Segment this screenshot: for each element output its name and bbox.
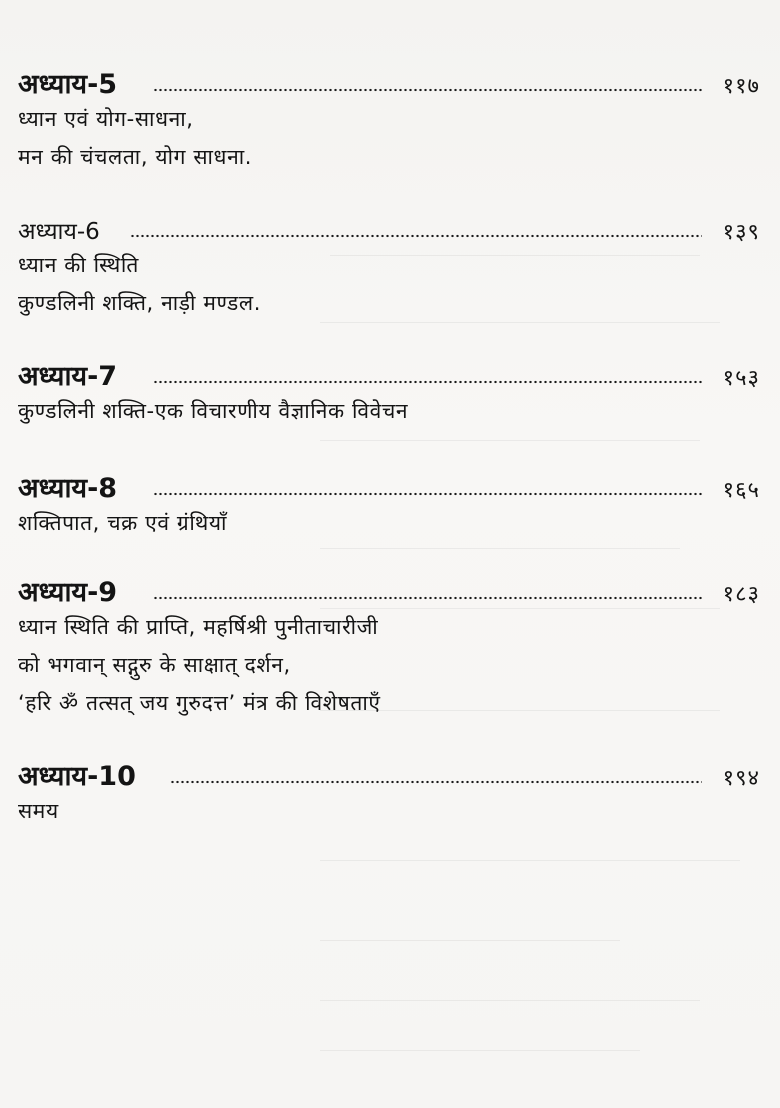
- page-number: १६५: [722, 478, 760, 503]
- topic-line: मन की चंचलता, योग साधना.: [18, 145, 253, 169]
- bleed-through-line: [320, 860, 740, 861]
- topic-line: ध्यान स्थिति की प्राप्ति, महर्षिश्री पुनीताचारीजी: [18, 615, 379, 639]
- chapter-label: अध्याय-8: [18, 473, 118, 504]
- chapter-label: अध्याय-9: [18, 577, 118, 608]
- dot-leader: [153, 380, 702, 384]
- topic-line: ध्यान की स्थिति: [18, 253, 139, 277]
- chapter-label: अध्याय-10: [18, 761, 136, 792]
- topic-line: कुण्डलिनी शक्ति, नाड़ी मण्डल.: [18, 291, 262, 315]
- toc-entry-chapter-7: [18, 352, 760, 430]
- toc-entry-chapter-8: [18, 464, 760, 542]
- topic-line: ‘हरि ॐ तत्सत् जय गुरुदत्त’ मंत्र की विशेषताएँ: [18, 691, 381, 715]
- topic-line: कुण्डलिनी शक्ति-एक विचारणीय वैज्ञानिक विवेचन: [18, 399, 409, 423]
- toc-entry-chapter-9: [18, 568, 760, 722]
- dot-leader: [153, 596, 702, 600]
- dot-leader: [130, 234, 702, 238]
- bleed-through-line: [320, 940, 620, 941]
- chapter-label: अध्याय-6: [18, 219, 100, 245]
- chapter-label: अध्याय-5: [18, 69, 118, 100]
- dot-leader: [153, 492, 702, 496]
- toc-entry-heading: [18, 752, 760, 792]
- bleed-through-line: [320, 1000, 700, 1001]
- page-number: १८३: [722, 582, 760, 607]
- dot-leader: [170, 780, 702, 784]
- toc-entry-heading: [18, 60, 760, 100]
- topic-line: शक्तिपात, चक्र एवं ग्रंथियाँ: [18, 511, 228, 535]
- bleed-through-line: [320, 322, 720, 323]
- page-number: ११७: [722, 74, 760, 99]
- chapter-label: अध्याय-7: [18, 361, 118, 392]
- toc-entry-chapter-10: [18, 752, 760, 830]
- topic-line: समय: [18, 799, 59, 823]
- toc-entry-heading: [18, 568, 760, 608]
- page-number: १३९: [722, 220, 760, 245]
- topic-line: को भगवान् सद्गुरु के साक्षात् दर्शन,: [18, 653, 291, 677]
- bleed-through-line: [320, 1050, 640, 1051]
- toc-entry-chapter-6: [18, 206, 760, 322]
- toc-entry-heading: [18, 352, 760, 392]
- dot-leader: [153, 88, 702, 92]
- page-number: १९४: [722, 766, 760, 791]
- toc-entry-heading: [18, 464, 760, 504]
- page-number: १५३: [722, 366, 760, 391]
- bleed-through-line: [320, 440, 700, 441]
- toc-entry-heading: [18, 206, 760, 246]
- topic-line: ध्यान एवं योग-साधना,: [18, 107, 194, 131]
- bleed-through-line: [320, 548, 680, 549]
- toc-entry-chapter-5: [18, 60, 760, 176]
